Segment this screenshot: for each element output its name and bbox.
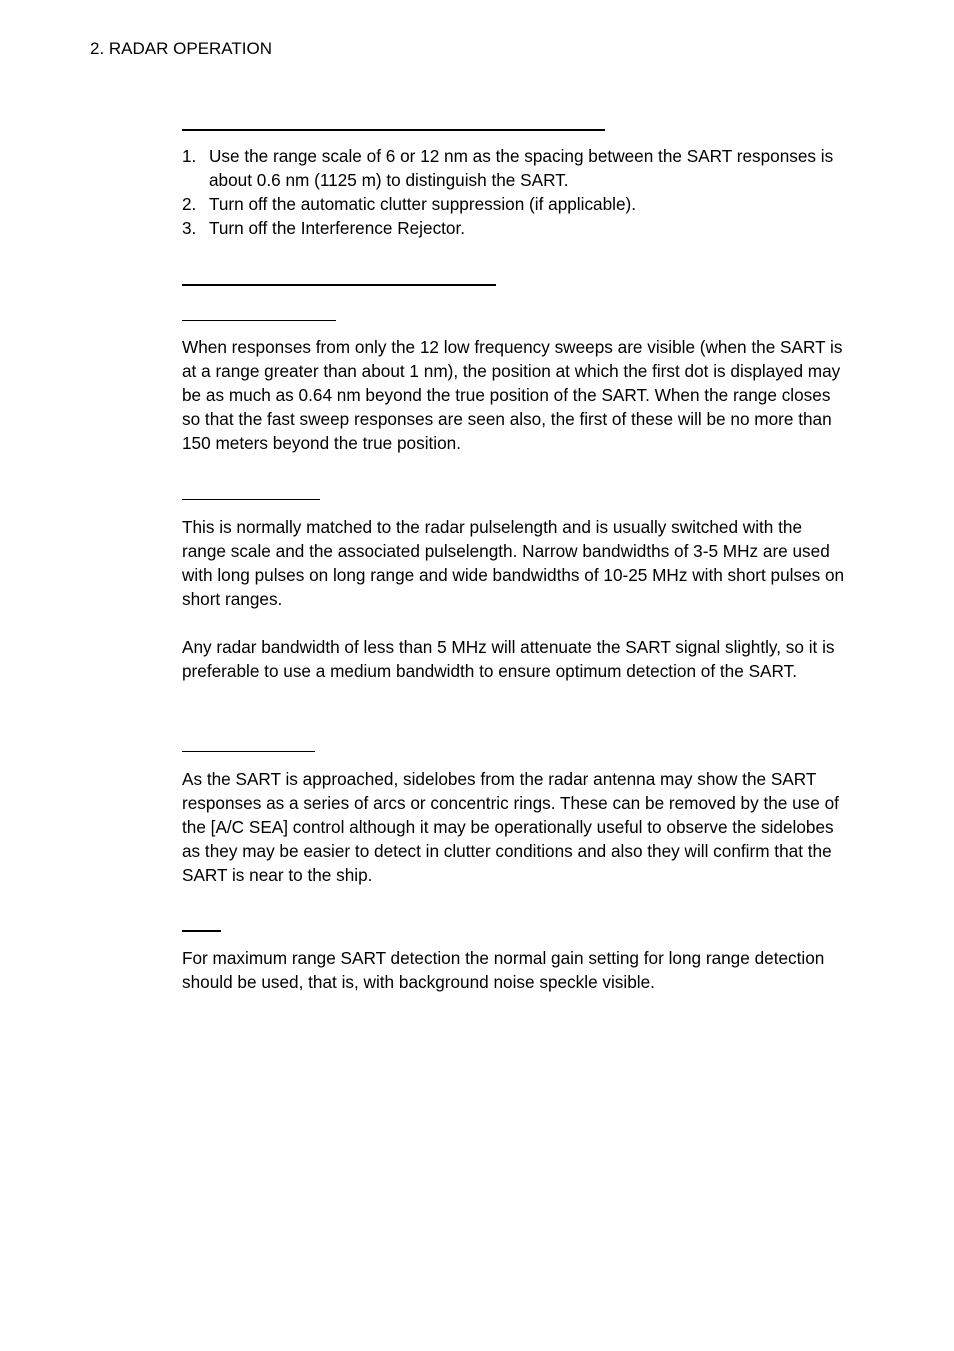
step-item-1 [182,144,848,192]
subsection-heading-rule [182,930,221,932]
range-error-paragraph: When responses from only the 12 low frequency sweeps are visible (when the SART is at a range greater than about 1 nm), the position at which the first dot is displayed may be as much as 0.64 nm beyond the true position of the SART. When the range closes so that the fast sweep responses are seen also, the first of these will be no more than 150 meters beyond the true position. [182,337,843,453]
step-text: Use the range scale of 6 or 12 nm as the spacing between the SART responses is about 0.6 nm (1125 m) to distinguish the SART. [209,146,834,190]
step-text: Turn off the automatic clutter suppression (if applicable). [209,194,637,214]
bandwidth-paragraph-2: Any radar bandwidth of less than 5 MHz will attenuate the SART signal slightly, so it is preferable to use a medium bandwidth to ensure optimum detection of the SART. [182,637,835,681]
section-heading-rule [182,284,496,286]
subsection-heading-rule [182,499,320,500]
procedure-steps [182,144,848,240]
bandwidth-paragraph-1: This is normally matched to the radar pulselength and is usually switched with the range scale and the associated pulselength. Narrow bandwidths of 3-5 MHz are used with long pulses on long range and wide bandwidths of 10-25 MHz with short pulses on short ranges. [182,517,845,609]
chapter-header: 2. RADAR OPERATION [90,39,272,58]
gain-paragraph: For maximum range SART detection the normal gain setting for long range detection should be used, that is, with background noise speckle visible. [182,948,825,992]
subsection-heading-rule [182,751,315,752]
step-number: 2. [182,194,197,214]
sidelobes-paragraph: As the SART is approached, sidelobes from the radar antenna may show the SART responses as a series of arcs or concentric rings. These can be removed by the use of the [A/C SEA] control although it may be operationally useful to observe the sidelobes as they may be easier to detect in clutter conditions and also they will confirm that the SART is near to the ship. [182,769,839,885]
section-heading-rule [182,129,605,131]
step-text: Turn off the Interference Rejector. [209,218,466,238]
step-item-3 [182,216,848,240]
subsection-heading-rule [182,320,336,321]
step-number: 3. [182,218,197,238]
step-number: 1. [182,146,197,166]
step-item-2 [182,192,848,216]
